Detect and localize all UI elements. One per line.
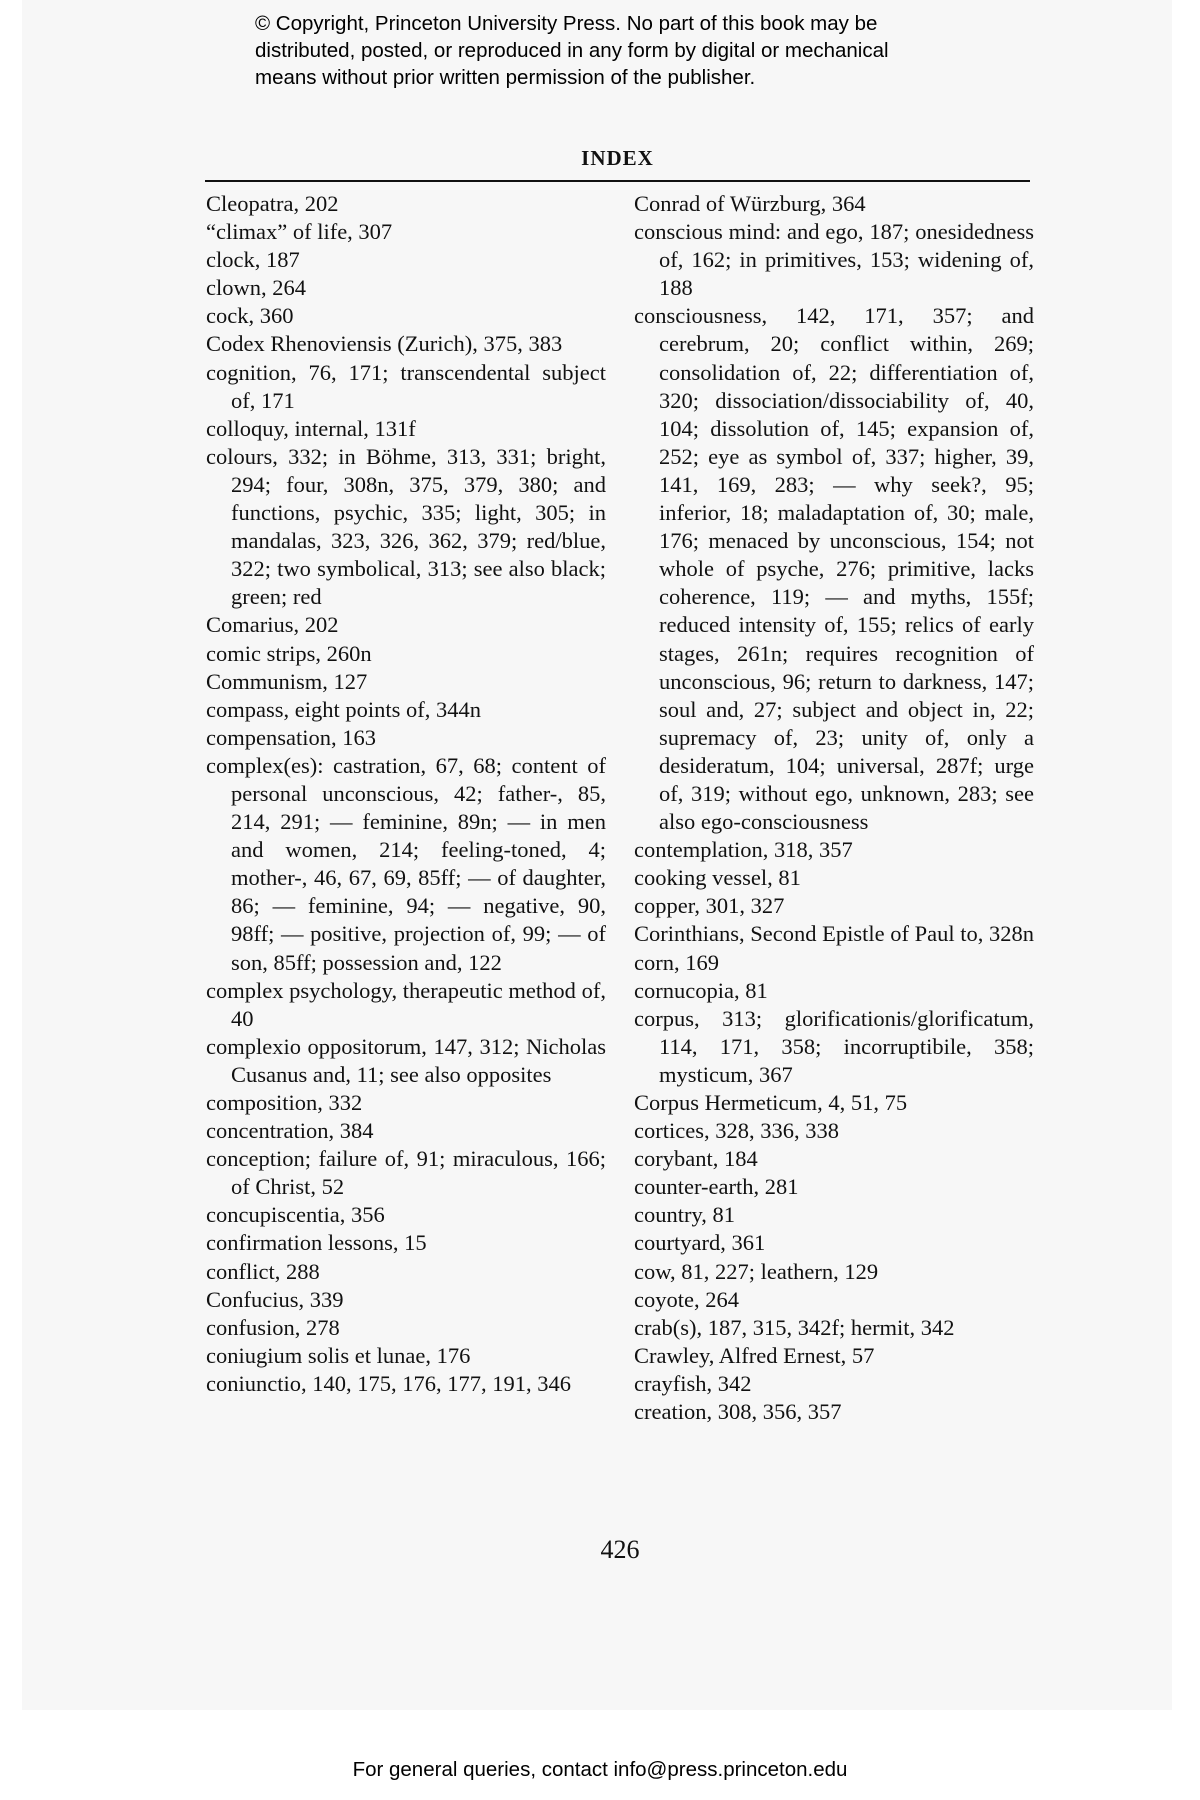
index-entry: conscious mind: and ego, 187; onesidedness of, 162; in primitives, 153; widening of, 188 [634, 219, 1034, 301]
index-entry: confirmation lessons, 15 [206, 1230, 427, 1256]
index-entry: composition, 332 [206, 1090, 363, 1115]
index-entry: corybant, 184 [634, 1146, 758, 1172]
index-entry: conception; failure of, 91; miraculous, 166; of Christ, 52 [206, 1146, 606, 1200]
index-entry: confusion, 278 [206, 1314, 340, 1340]
index-entry: consciousness, 142, 171, 357; and cerebrum, 20; conflict within, 269; consolidation of, 22; differentiation of, 320; dissociation/dissociability of, 40, 104; dissolution of, 145; expansion of, 252; eye as symbol of, 337; higher, 39, 141, 169, 283; — why seek?, 95; inferior, 18; maladaptation of, 30; male, 176; menaced by unconscious, 154; not whole of psyche, 276; primitive, lacks coherence, 119; — and myths, 155f; reduced intensity of, 155; relics of early stages, 261n; requires recognition of unconscious, 96; return to darkness, 147; soul and, 27; subject and object in, 22; supremacy of, 23; unity of, only a desideratum, 104; universal, 287f; urge of, 319; without ego, unknown, 283; see also ego-consciousness [634, 303, 1034, 835]
index-entry: Codex Rhenoviensis (Zurich), 375, 383 [206, 331, 563, 357]
index-entry: compass, eight points of, 344n [206, 696, 481, 722]
index-entry: Corinthians, Second Epistle of Paul to, 328n [634, 921, 1034, 947]
index-entry: complexio oppositorum, 147, 312; Nicholas Cusanus and, 11; see also opposites [206, 1033, 606, 1087]
index-entry: colloquy, internal, 131f [206, 415, 416, 441]
index-entry: corpus, 313; glorificationis/glorificatum, 114, 171, 358; incorruptibile, 358; mysticum, 367 [634, 1005, 1034, 1087]
copyright-notice [255, 10, 1075, 91]
index-entry: cock, 360 [206, 303, 294, 329]
index-entry: Communism, 127 [206, 668, 368, 694]
copyright-line: means without prior written permission of the publisher. [255, 66, 756, 89]
index-entry: Confucius, 339 [206, 1286, 344, 1312]
index-entry: comic strips, 260n [206, 640, 372, 666]
index-entry: Corpus Hermeticum, 4, 51, 75 [634, 1090, 908, 1115]
index-entry: copper, 301, 327 [634, 893, 785, 919]
index-entry: creation, 308, 356, 357 [634, 1399, 842, 1425]
index-entry: country, 81 [634, 1202, 736, 1228]
index-entry: clown, 264 [206, 275, 306, 301]
index-entry: complex psychology, therapeutic method of, 40 [206, 977, 606, 1031]
index-entry: crab(s), 187, 315, 342f; hermit, 342 [634, 1314, 955, 1340]
index-entry: coniunctio, 140, 175, 176, 177, 191, 346 [206, 1370, 571, 1396]
index-entry: Conrad of Würzburg, 364 [634, 191, 866, 216]
running-head: INDEX [581, 146, 654, 170]
index-entry: “climax” of life, 307 [206, 219, 393, 245]
index-entry: Crawley, Alfred Ernest, 57 [634, 1342, 875, 1368]
index-entry: conflict, 288 [206, 1258, 320, 1284]
index-entry: coyote, 264 [634, 1286, 739, 1312]
index-entry: Comarius, 202 [206, 612, 339, 638]
index-entry: cow, 81, 227; leathern, 129 [634, 1258, 879, 1284]
index-entry: colours, 332; in Böhme, 313, 331; bright, 294; four, 308n, 375, 379, 380; and functions, psychic, 335; light, 305; in mandalas, 323, 326, 362, 379; red/blue, 322; two symbolical, 313; see also black; green; red [206, 443, 606, 610]
index-entry: corn, 169 [634, 949, 719, 975]
header-rule [205, 180, 1030, 182]
copyright-line: © Copyright, Princeton University Press. No part of this book may be [255, 12, 878, 35]
index-entry: cornucopia, 81 [634, 977, 768, 1003]
index-entry: cognition, 76, 171; transcendental subject of, 171 [206, 359, 606, 413]
index-entry: Cleopatra, 202 [206, 191, 339, 216]
index-entry: crayfish, 342 [634, 1370, 752, 1396]
index-entry: counter-earth, 281 [634, 1174, 799, 1200]
index-entry: contemplation, 318, 357 [634, 837, 853, 863]
index-entry: concentration, 384 [206, 1118, 374, 1144]
copyright-line: distributed, posted, or reproduced in any form by digital or mechanical [255, 39, 889, 62]
index-entry: cooking vessel, 81 [634, 865, 801, 891]
page-number: 426 [600, 1535, 640, 1564]
index-entry: cortices, 328, 336, 338 [634, 1118, 839, 1144]
index-column-left [206, 190, 606, 1398]
index-entry: concupiscentia, 356 [206, 1202, 385, 1228]
index-entry: compensation, 163 [206, 724, 376, 750]
index-entry: courtyard, 361 [634, 1230, 766, 1256]
contact-footer: For general queries, contact info@press.princeton.edu [352, 1758, 848, 1781]
index-entry: clock, 187 [206, 247, 300, 273]
index-entry: coniugium solis et lunae, 176 [206, 1342, 471, 1368]
index-entry: complex(es): castration, 67, 68; content of personal unconscious, 42; father-, 85, 214, 291; — feminine, 89n; — in men and women, 214; feeling-toned, 4; mother-, 46, 67, 69, 85ff; — of daughter, 86; — feminine, 94; — negative, 90, 98ff; — positive, projection of, 99; — of son, 85ff; possession and, 122 [206, 752, 606, 975]
index-column-right [634, 190, 1034, 1426]
